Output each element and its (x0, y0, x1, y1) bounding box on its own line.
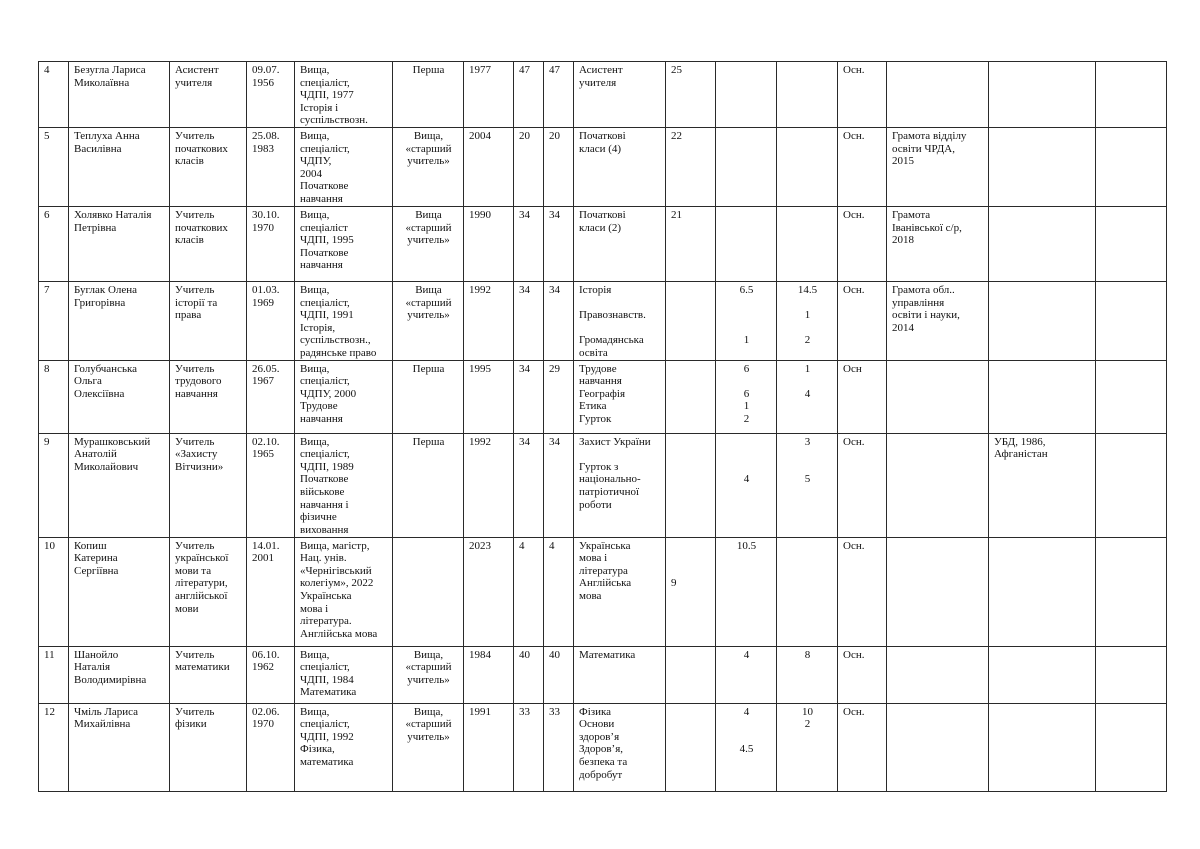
cell-extra (1096, 206, 1167, 281)
cell-hours-senior: 10 2 (777, 703, 838, 791)
cell-ped-experience: 40 (544, 646, 574, 703)
cell-name: Безугла Лариса Миколаївна (69, 62, 170, 128)
cell-number: 5 (39, 127, 69, 206)
cell-subjects: Математика (574, 646, 666, 703)
cell-start-year: 2004 (464, 127, 514, 206)
cell-position: Учитель початкових класів (170, 206, 247, 281)
cell-category: Вища, «старший учитель» (393, 127, 464, 206)
cell-birth-date: 02.06. 1970 (247, 703, 295, 791)
cell-total-experience: 34 (514, 433, 544, 537)
cell-hours-basic: 10.5 (716, 537, 777, 646)
cell-hours-senior: 14.5 1 2 (777, 281, 838, 360)
cell-awards (887, 360, 989, 433)
cell-subjects: Асистент учителя (574, 62, 666, 128)
cell-employment-status: Осн. (838, 646, 887, 703)
cell-awards: Грамота Іванівської с/р, 2018 (887, 206, 989, 281)
cell-hours-primary (666, 433, 716, 537)
cell-hours-primary (666, 703, 716, 791)
cell-extra (1096, 127, 1167, 206)
cell-hours-primary (666, 646, 716, 703)
cell-subjects: Початкові класи (4) (574, 127, 666, 206)
cell-subjects: Початкові класи (2) (574, 206, 666, 281)
cell-name: Мурашковський Анатолій Миколайович (69, 433, 170, 537)
cell-number: 6 (39, 206, 69, 281)
cell-education: Вища, спеціаліст ЧДПІ, 1995 Початкове навчання (295, 206, 393, 281)
cell-total-experience: 40 (514, 646, 544, 703)
cell-name: Чміль Лариса Михайлівна (69, 703, 170, 791)
cell-number: 9 (39, 433, 69, 537)
table-row (39, 537, 1167, 646)
cell-start-year: 1991 (464, 703, 514, 791)
cell-hours-basic: 6 6 1 2 (716, 360, 777, 433)
cell-start-year: 1992 (464, 281, 514, 360)
cell-start-year: 1984 (464, 646, 514, 703)
cell-name: Голубчанська Ольга Олексіївна (69, 360, 170, 433)
cell-birth-date: 26.05. 1967 (247, 360, 295, 433)
cell-birth-date: 06.10. 1962 (247, 646, 295, 703)
table-row (39, 360, 1167, 433)
cell-start-year: 1977 (464, 62, 514, 128)
cell-total-experience: 47 (514, 62, 544, 128)
table-row (39, 646, 1167, 703)
cell-hours-senior: 3 5 (777, 433, 838, 537)
cell-hours-basic (716, 127, 777, 206)
cell-education: Вища, магістр, Нац. унів. «Чернігівський колегіум», 2022 Українська мова і література. Англійська мова (295, 537, 393, 646)
cell-start-year: 1995 (464, 360, 514, 433)
cell-name: Шанойло Наталія Володимирівна (69, 646, 170, 703)
cell-name: Теплуха Анна Василівна (69, 127, 170, 206)
cell-ped-experience: 34 (544, 281, 574, 360)
cell-number: 11 (39, 646, 69, 703)
cell-position: Учитель фізики (170, 703, 247, 791)
cell-awards (887, 62, 989, 128)
cell-extra (1096, 646, 1167, 703)
cell-category: Вища «старший учитель» (393, 206, 464, 281)
cell-ped-experience: 33 (544, 703, 574, 791)
cell-ped-experience: 20 (544, 127, 574, 206)
cell-notes (989, 62, 1096, 128)
cell-extra (1096, 360, 1167, 433)
cell-subjects: Захист України Гурток з національно- патріотичної роботи (574, 433, 666, 537)
cell-category: Вища «старший учитель» (393, 281, 464, 360)
cell-position: Асистент учителя (170, 62, 247, 128)
cell-extra (1096, 703, 1167, 791)
cell-birth-date: 14.01. 2001 (247, 537, 295, 646)
cell-hours-primary: 22 (666, 127, 716, 206)
staff-table (38, 61, 1167, 792)
cell-hours-senior: 1 4 (777, 360, 838, 433)
cell-number: 12 (39, 703, 69, 791)
cell-employment-status: Осн (838, 360, 887, 433)
cell-category: Перша (393, 433, 464, 537)
cell-awards: Грамота відділу освіти ЧРДА, 2015 (887, 127, 989, 206)
cell-awards (887, 433, 989, 537)
cell-birth-date: 09.07. 1956 (247, 62, 295, 128)
cell-employment-status: Осн. (838, 703, 887, 791)
cell-notes (989, 206, 1096, 281)
cell-employment-status: Осн. (838, 281, 887, 360)
cell-education: Вища, спеціаліст, ЧДПУ, 2004 Початкове навчання (295, 127, 393, 206)
cell-ped-experience: 4 (544, 537, 574, 646)
cell-subjects: Фізика Основи здоров’я Здоров’я, безпека та добробут (574, 703, 666, 791)
cell-start-year: 2023 (464, 537, 514, 646)
cell-total-experience: 33 (514, 703, 544, 791)
cell-hours-basic: 4 4.5 (716, 703, 777, 791)
cell-extra (1096, 433, 1167, 537)
cell-position: Учитель математики (170, 646, 247, 703)
table-row (39, 206, 1167, 281)
cell-total-experience: 34 (514, 360, 544, 433)
cell-awards (887, 703, 989, 791)
cell-category: Перша (393, 360, 464, 433)
cell-position: Учитель «Захисту Вітчизни» (170, 433, 247, 537)
cell-hours-senior: 8 (777, 646, 838, 703)
cell-hours-basic (716, 62, 777, 128)
cell-notes: УБД, 1986, Афганістан (989, 433, 1096, 537)
cell-education: Вища, спеціаліст, ЧДПІ, 1984 Математика (295, 646, 393, 703)
cell-notes (989, 537, 1096, 646)
cell-total-experience: 34 (514, 281, 544, 360)
cell-hours-senior (777, 537, 838, 646)
table-row (39, 433, 1167, 537)
cell-hours-senior (777, 62, 838, 128)
cell-education: Вища, спеціаліст, ЧДПІ, 1977 Історія і суспільствозн. (295, 62, 393, 128)
cell-notes (989, 646, 1096, 703)
cell-employment-status: Осн. (838, 206, 887, 281)
cell-notes (989, 281, 1096, 360)
table-row (39, 281, 1167, 360)
cell-extra (1096, 62, 1167, 128)
cell-education: Вища, спеціаліст, ЧДПІ, 1992 Фізика, математика (295, 703, 393, 791)
cell-employment-status: Осн. (838, 537, 887, 646)
cell-hours-primary: 21 (666, 206, 716, 281)
cell-birth-date: 01.03. 1969 (247, 281, 295, 360)
cell-subjects: Українська мова і література Англійська мова (574, 537, 666, 646)
cell-number: 4 (39, 62, 69, 128)
cell-position: Учитель історії та права (170, 281, 247, 360)
cell-employment-status: Осн. (838, 433, 887, 537)
cell-hours-basic: 6.5 1 (716, 281, 777, 360)
cell-hours-primary: 9 (666, 537, 716, 646)
cell-total-experience: 20 (514, 127, 544, 206)
cell-hours-primary (666, 360, 716, 433)
cell-total-experience: 4 (514, 537, 544, 646)
cell-category: Перша (393, 62, 464, 128)
cell-notes (989, 127, 1096, 206)
cell-employment-status: Осн. (838, 127, 887, 206)
cell-category (393, 537, 464, 646)
cell-name: Холявко Наталія Петрівна (69, 206, 170, 281)
cell-birth-date: 25.08. 1983 (247, 127, 295, 206)
cell-employment-status: Осн. (838, 62, 887, 128)
cell-extra (1096, 537, 1167, 646)
cell-number: 10 (39, 537, 69, 646)
cell-notes (989, 703, 1096, 791)
cell-number: 8 (39, 360, 69, 433)
cell-awards (887, 646, 989, 703)
cell-hours-basic: 4 (716, 433, 777, 537)
cell-name: Копиш Катерина Сергіївна (69, 537, 170, 646)
cell-position: Учитель початкових класів (170, 127, 247, 206)
cell-hours-basic: 4 (716, 646, 777, 703)
cell-total-experience: 34 (514, 206, 544, 281)
table-row (39, 703, 1167, 791)
cell-education: Вища, спеціаліст, ЧДПУ, 2000 Трудове навчання (295, 360, 393, 433)
cell-start-year: 1992 (464, 433, 514, 537)
cell-name: Буглак Олена Григорівна (69, 281, 170, 360)
cell-notes (989, 360, 1096, 433)
cell-birth-date: 02.10. 1965 (247, 433, 295, 537)
cell-ped-experience: 34 (544, 433, 574, 537)
cell-hours-primary: 25 (666, 62, 716, 128)
table-row (39, 62, 1167, 128)
cell-awards: Грамота обл.. управління освіти і науки, 2014 (887, 281, 989, 360)
cell-number: 7 (39, 281, 69, 360)
cell-education: Вища, спеціаліст, ЧДПІ, 1989 Початкове військове навчання і фізичне виховання (295, 433, 393, 537)
table-row (39, 127, 1167, 206)
cell-position: Учитель української мови та літератури, англійської мови (170, 537, 247, 646)
cell-start-year: 1990 (464, 206, 514, 281)
cell-ped-experience: 34 (544, 206, 574, 281)
cell-hours-basic (716, 206, 777, 281)
cell-position: Учитель трудового навчання (170, 360, 247, 433)
cell-hours-senior (777, 206, 838, 281)
cell-awards (887, 537, 989, 646)
cell-extra (1096, 281, 1167, 360)
cell-category: Вища, «старший учитель» (393, 703, 464, 791)
cell-education: Вища, спеціаліст, ЧДПІ, 1991 Історія, суспільствозн., радянське право (295, 281, 393, 360)
cell-birth-date: 30.10. 1970 (247, 206, 295, 281)
cell-category: Вища, «старший учитель» (393, 646, 464, 703)
cell-ped-experience: 47 (544, 62, 574, 128)
cell-hours-senior (777, 127, 838, 206)
cell-subjects: Історія Правознавств. Громадянська освіта (574, 281, 666, 360)
cell-hours-primary (666, 281, 716, 360)
cell-subjects: Трудове навчання Географія Етика Гурток (574, 360, 666, 433)
cell-ped-experience: 29 (544, 360, 574, 433)
